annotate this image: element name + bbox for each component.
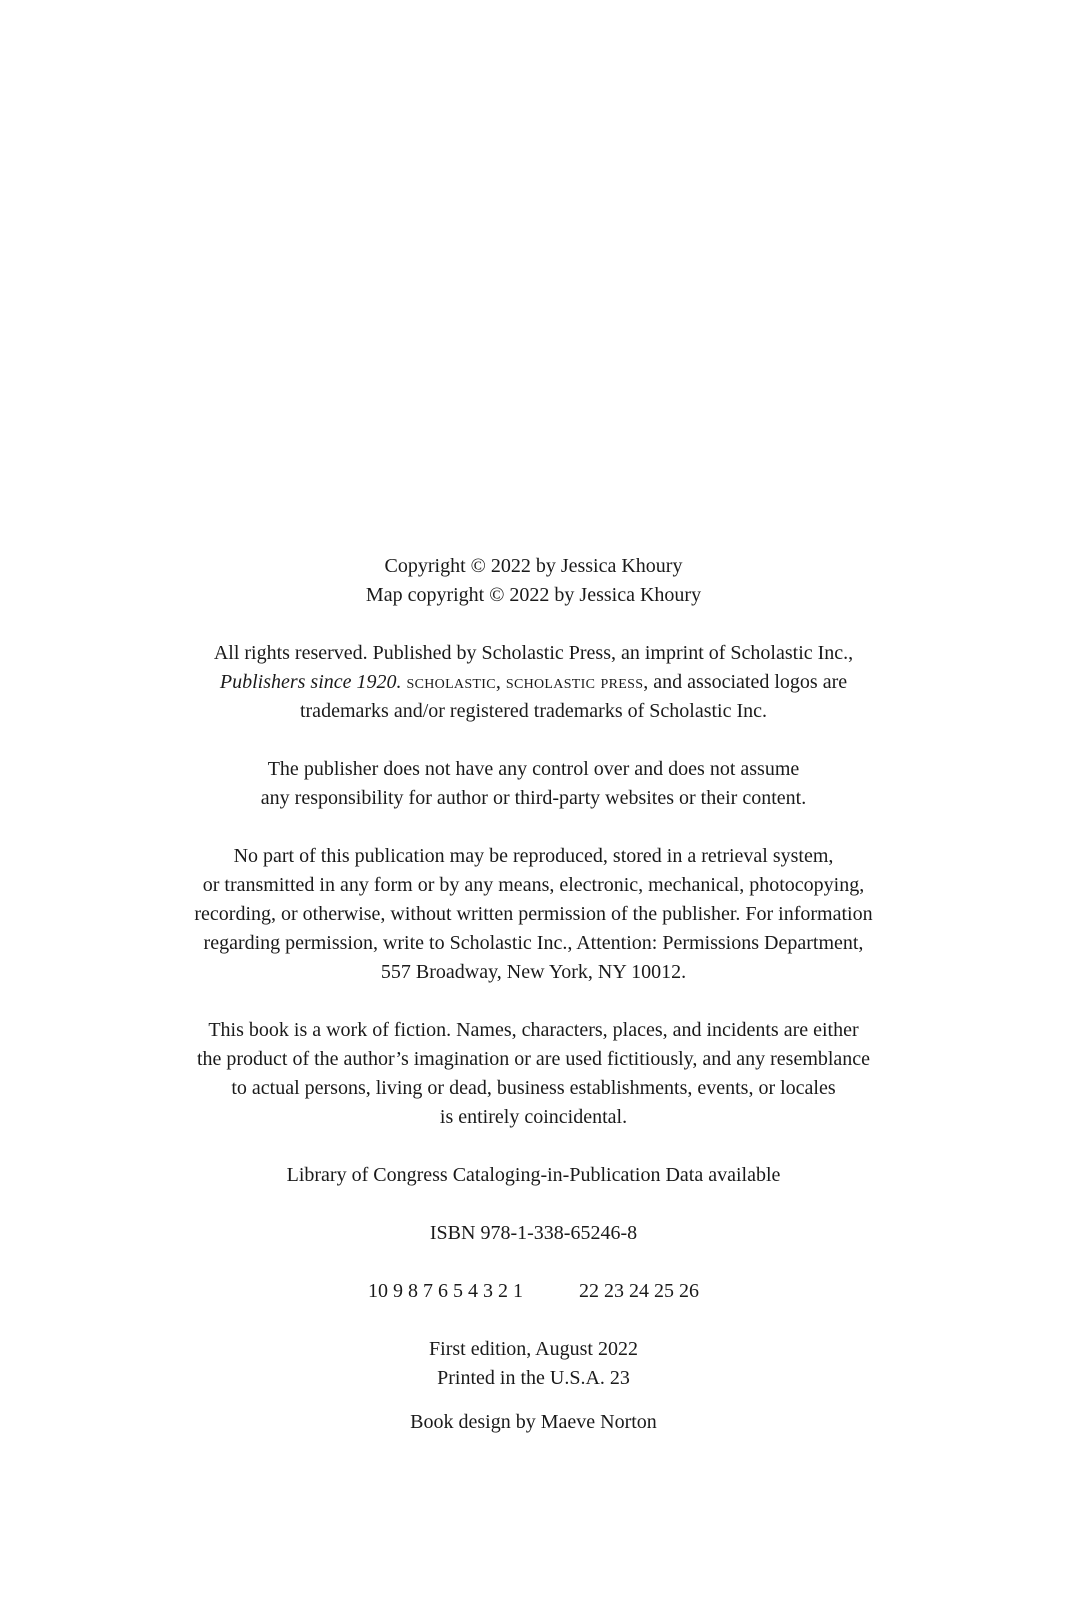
- reproduction-line-2: or transmitted in any form or by any means, electronic, mechanical, photocopying,: [202, 874, 865, 896]
- rights-block: [0, 639, 1067, 726]
- reproduction-line-3: recording, or otherwise, without written permission of the publisher. For information: [194, 903, 873, 925]
- reproduction-line-4: regarding permission, write to Scholastic Inc., Attention: Permissions Department,: [203, 932, 864, 954]
- reproduction-line-1: No part of this publication may be reproduced, stored in a retrieval system,: [233, 845, 834, 867]
- fiction-line-4: is entirely coincidental.: [439, 1106, 628, 1128]
- scholastic-trademark: scholastic: [406, 671, 496, 693]
- impression-numbers: 10 9 8 7 6 5 4 3 2 1: [368, 1280, 523, 1302]
- copyright-page: [0, 552, 1067, 1466]
- publishers-since-text: Publishers since 1920.: [219, 671, 402, 693]
- publisher-notice-block: [0, 755, 1067, 813]
- publisher-notice-line-1: The publisher does not have any control over and does not assume: [267, 758, 800, 780]
- copyright-block: [0, 552, 1067, 610]
- fiction-line-3: to actual persons, living or dead, business establishments, events, or locales: [231, 1077, 836, 1099]
- printed-in-line: Printed in the U.S.A. 23: [437, 1367, 630, 1389]
- logos-text: , and associated logos are: [643, 671, 848, 693]
- year-numbers: 22 23 24 25 26: [579, 1280, 699, 1302]
- edition-line: First edition, August 2022: [429, 1338, 638, 1360]
- printline: [0, 1277, 1067, 1306]
- fiction-line-1: This book is a work of fiction. Names, characters, places, and incidents are either: [208, 1019, 859, 1041]
- design-credit-block: [0, 1408, 1067, 1437]
- trademark-separator: ,: [495, 671, 501, 693]
- reproduction-block: [0, 842, 1067, 987]
- scholastic-press-trademark: scholastic press: [505, 671, 644, 693]
- publisher-notice-line-2: any responsibility for author or third-party websites or their content.: [260, 787, 807, 809]
- rights-line-1: All rights reserved. Published by Scholastic Press, an imprint of Scholastic Inc.,: [213, 642, 854, 664]
- fiction-disclaimer-block: [0, 1016, 1067, 1132]
- fiction-line-2: the product of the author’s imagination or are used fictitiously, and any resemblance: [196, 1048, 871, 1070]
- copyright-line: Copyright © 2022 by Jessica Khoury: [384, 555, 683, 577]
- reproduction-line-5: 557 Broadway, New York, NY 10012.: [380, 961, 687, 983]
- cip-line: Library of Congress Cataloging-in-Publication Data available: [286, 1164, 781, 1186]
- rights-line-3: trademarks and/or registered trademarks of Scholastic Inc.: [299, 700, 768, 722]
- design-credit-line: Book design by Maeve Norton: [410, 1411, 657, 1433]
- edition-block: [0, 1335, 1067, 1393]
- cip-block: [0, 1161, 1067, 1190]
- map-copyright-line: Map copyright © 2022 by Jessica Khoury: [365, 584, 702, 606]
- rights-line-2: [0, 668, 1067, 697]
- isbn-line: ISBN 978-1-338-65246-8: [429, 1222, 638, 1244]
- isbn-block: [0, 1219, 1067, 1248]
